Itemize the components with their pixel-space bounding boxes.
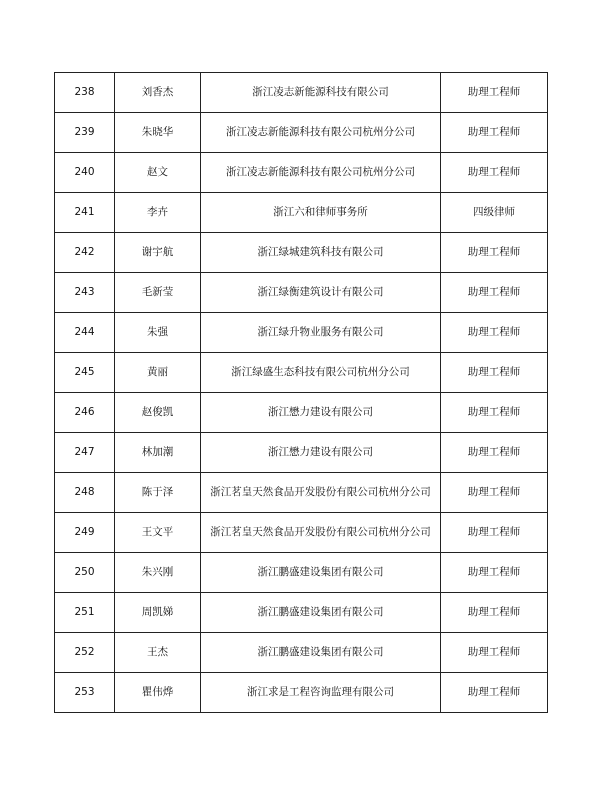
table-row: [55, 353, 548, 393]
table-row: [55, 553, 548, 593]
person-name: 陈于泽: [115, 473, 201, 513]
row-number: 238: [55, 73, 115, 113]
row-number: 253: [55, 673, 115, 713]
table-row: [55, 273, 548, 313]
professional-title: 助理工程师: [441, 313, 548, 353]
organization: 浙江绿城建筑科技有限公司: [201, 233, 441, 273]
table-row: [55, 593, 548, 633]
person-name: 毛新莹: [115, 273, 201, 313]
organization: 浙江鹏盛建设集团有限公司: [201, 633, 441, 673]
organization: 浙江茗皇天然食品开发股份有限公司杭州分公司: [201, 513, 441, 553]
table-row: [55, 193, 548, 233]
professional-title: 四级律师: [441, 193, 548, 233]
organization: 浙江绿衡建筑设计有限公司: [201, 273, 441, 313]
table-row: [55, 433, 548, 473]
person-name: 朱晓华: [115, 113, 201, 153]
professional-title: 助理工程师: [441, 553, 548, 593]
person-name: 林加潮: [115, 433, 201, 473]
row-number: 248: [55, 473, 115, 513]
organization: 浙江凌志新能源科技有限公司: [201, 73, 441, 113]
person-name: 赵文: [115, 153, 201, 193]
organization: 浙江绿升物业服务有限公司: [201, 313, 441, 353]
person-name: 瞿伟烨: [115, 673, 201, 713]
person-name: 王文平: [115, 513, 201, 553]
row-number: 247: [55, 433, 115, 473]
row-number: 242: [55, 233, 115, 273]
professional-title: 助理工程师: [441, 73, 548, 113]
professional-title: 助理工程师: [441, 153, 548, 193]
personnel-table: [54, 72, 548, 713]
organization: 浙江六和律师事务所: [201, 193, 441, 233]
person-name: 刘香杰: [115, 73, 201, 113]
row-number: 245: [55, 353, 115, 393]
row-number: 251: [55, 593, 115, 633]
table-row: [55, 513, 548, 553]
professional-title: 助理工程师: [441, 673, 548, 713]
professional-title: 助理工程师: [441, 473, 548, 513]
table-row: [55, 73, 548, 113]
table-row: [55, 473, 548, 513]
organization: 浙江茗皇天然食品开发股份有限公司杭州分公司: [201, 473, 441, 513]
row-number: 241: [55, 193, 115, 233]
professional-title: 助理工程师: [441, 113, 548, 153]
professional-title: 助理工程师: [441, 513, 548, 553]
row-number: 249: [55, 513, 115, 553]
professional-title: 助理工程师: [441, 393, 548, 433]
row-number: 252: [55, 633, 115, 673]
row-number: 250: [55, 553, 115, 593]
person-name: 谢宇航: [115, 233, 201, 273]
table-row: [55, 633, 548, 673]
row-number: 239: [55, 113, 115, 153]
professional-title: 助理工程师: [441, 273, 548, 313]
person-name: 王杰: [115, 633, 201, 673]
person-name: 黄丽: [115, 353, 201, 393]
professional-title: 助理工程师: [441, 593, 548, 633]
row-number: 244: [55, 313, 115, 353]
organization: 浙江凌志新能源科技有限公司杭州分公司: [201, 153, 441, 193]
table-row: [55, 113, 548, 153]
table-row: [55, 153, 548, 193]
organization: 浙江绿盛生态科技有限公司杭州分公司: [201, 353, 441, 393]
row-number: 246: [55, 393, 115, 433]
person-name: 赵俊凯: [115, 393, 201, 433]
organization: 浙江求是工程咨询监理有限公司: [201, 673, 441, 713]
table-row: [55, 233, 548, 273]
organization: 浙江鹏盛建设集团有限公司: [201, 553, 441, 593]
row-number: 243: [55, 273, 115, 313]
table-row: [55, 393, 548, 433]
organization: 浙江凌志新能源科技有限公司杭州分公司: [201, 113, 441, 153]
row-number: 240: [55, 153, 115, 193]
professional-title: 助理工程师: [441, 353, 548, 393]
person-name: 朱强: [115, 313, 201, 353]
table-row: [55, 313, 548, 353]
person-name: 周凯娣: [115, 593, 201, 633]
professional-title: 助理工程师: [441, 633, 548, 673]
organization: 浙江懋力建设有限公司: [201, 393, 441, 433]
organization: 浙江鹏盛建设集团有限公司: [201, 593, 441, 633]
person-name: 李卉: [115, 193, 201, 233]
table-row: [55, 673, 548, 713]
organization: 浙江懋力建设有限公司: [201, 433, 441, 473]
professional-title: 助理工程师: [441, 433, 548, 473]
professional-title: 助理工程师: [441, 233, 548, 273]
person-name: 朱兴刚: [115, 553, 201, 593]
